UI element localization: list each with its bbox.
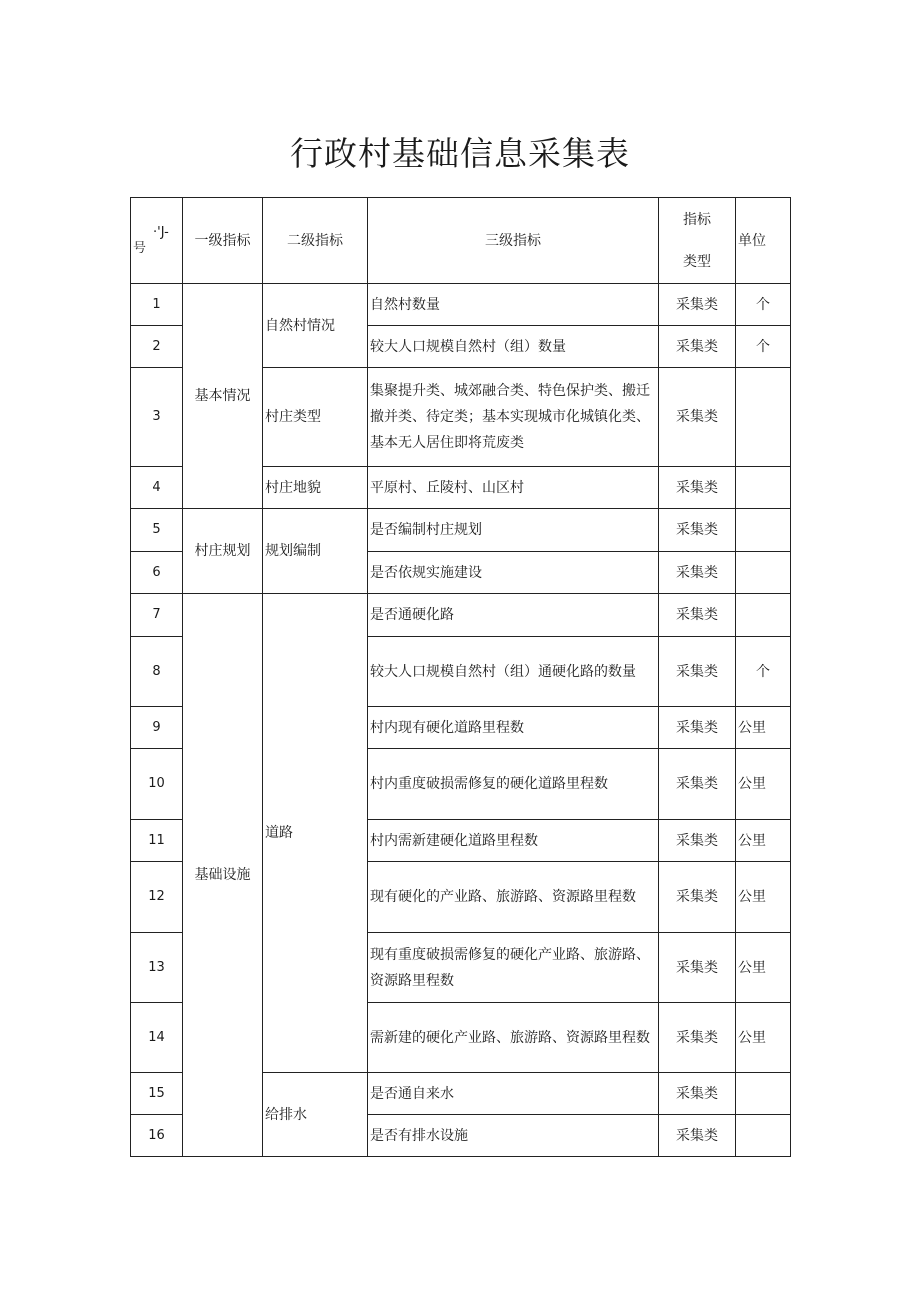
level3-cell: 是否通自来水 bbox=[368, 1073, 659, 1115]
unit-cell bbox=[736, 1073, 791, 1115]
level3-cell: 是否编制村庄规划 bbox=[368, 509, 659, 552]
table-row bbox=[131, 509, 791, 552]
type-cell: 采集类 bbox=[659, 933, 736, 1003]
unit-cell: 公里 bbox=[736, 933, 791, 1003]
level3-cell: 较大人口规模自然村（组）通硬化路的数量 bbox=[368, 637, 659, 707]
unit-cell: 个 bbox=[736, 637, 791, 707]
table-row bbox=[131, 284, 791, 326]
header-no: ·'J- 号 bbox=[131, 198, 183, 284]
header-level3: 三级指标 bbox=[368, 198, 659, 284]
row-number: 3 bbox=[131, 368, 183, 467]
unit-cell: 个 bbox=[736, 284, 791, 326]
type-cell: 采集类 bbox=[659, 637, 736, 707]
type-cell: 采集类 bbox=[659, 368, 736, 467]
type-cell: 采集类 bbox=[659, 467, 736, 509]
unit-cell bbox=[736, 1115, 791, 1157]
type-cell: 采集类 bbox=[659, 707, 736, 749]
unit-cell bbox=[736, 509, 791, 552]
row-number: 12 bbox=[131, 862, 183, 933]
header-level2: 二级指标 bbox=[263, 198, 368, 284]
level1-cell: 基础设施 bbox=[183, 594, 263, 1157]
type-cell: 采集类 bbox=[659, 820, 736, 862]
type-cell: 采集类 bbox=[659, 749, 736, 820]
type-cell: 采集类 bbox=[659, 1003, 736, 1073]
info-table bbox=[130, 197, 791, 1157]
row-number: 10 bbox=[131, 749, 183, 820]
level3-cell: 村内需新建硬化道路里程数 bbox=[368, 820, 659, 862]
level3-cell: 现有硬化的产业路、旅游路、资源路里程数 bbox=[368, 862, 659, 933]
level3-cell: 需新建的硬化产业路、旅游路、资源路里程数 bbox=[368, 1003, 659, 1073]
level3-cell: 较大人口规模自然村（组）数量 bbox=[368, 326, 659, 368]
unit-cell: 公里 bbox=[736, 749, 791, 820]
level3-cell: 是否依规实施建设 bbox=[368, 552, 659, 594]
header-type: 指标 类型 bbox=[659, 198, 736, 284]
unit-cell: 公里 bbox=[736, 862, 791, 933]
type-cell: 采集类 bbox=[659, 509, 736, 552]
header-row bbox=[131, 198, 791, 284]
unit-cell: 公里 bbox=[736, 1003, 791, 1073]
level3-cell: 村内重度破损需修复的硬化道路里程数 bbox=[368, 749, 659, 820]
level2-cell: 规划编制 bbox=[263, 509, 368, 594]
type-cell: 采集类 bbox=[659, 594, 736, 637]
type-cell: 采集类 bbox=[659, 1115, 736, 1157]
level3-cell: 集聚提升类、城郊融合类、特色保护类、搬迁撤并类、待定类；基本实现城市化城镇化类、基本无人居住即将荒废类 bbox=[368, 368, 659, 467]
unit-cell: 公里 bbox=[736, 707, 791, 749]
unit-cell bbox=[736, 368, 791, 467]
page-title: 行政村基础信息采集表 bbox=[290, 134, 630, 173]
level2-cell: 村庄地貌 bbox=[263, 467, 368, 509]
type-cell: 采集类 bbox=[659, 284, 736, 326]
type-cell: 采集类 bbox=[659, 552, 736, 594]
level2-cell: 村庄类型 bbox=[263, 368, 368, 467]
unit-cell: 个 bbox=[736, 326, 791, 368]
row-number: 8 bbox=[131, 637, 183, 707]
row-number: 1 bbox=[131, 284, 183, 326]
type-cell: 采集类 bbox=[659, 1073, 736, 1115]
unit-cell bbox=[736, 467, 791, 509]
type-cell: 采集类 bbox=[659, 862, 736, 933]
row-number: 16 bbox=[131, 1115, 183, 1157]
level3-cell: 现有重度破损需修复的硬化产业路、旅游路、资源路里程数 bbox=[368, 933, 659, 1003]
type-cell: 采集类 bbox=[659, 326, 736, 368]
row-number: 9 bbox=[131, 707, 183, 749]
row-number: 2 bbox=[131, 326, 183, 368]
row-number: 6 bbox=[131, 552, 183, 594]
row-number: 4 bbox=[131, 467, 183, 509]
unit-cell: 公里 bbox=[736, 820, 791, 862]
row-number: 15 bbox=[131, 1073, 183, 1115]
unit-cell bbox=[736, 594, 791, 637]
row-number: 7 bbox=[131, 594, 183, 637]
level3-cell: 是否通硬化路 bbox=[368, 594, 659, 637]
row-number: 13 bbox=[131, 933, 183, 1003]
level2-cell: 道路 bbox=[263, 594, 368, 1073]
header-level1: 一级指标 bbox=[183, 198, 263, 284]
header-unit: 单位 bbox=[736, 198, 791, 284]
level1-cell: 村庄规划 bbox=[183, 509, 263, 594]
level3-cell: 平原村、丘陵村、山区村 bbox=[368, 467, 659, 509]
level1-cell: 基本情况 bbox=[183, 284, 263, 509]
row-number: 5 bbox=[131, 509, 183, 552]
level2-cell: 给排水 bbox=[263, 1073, 368, 1157]
table-row bbox=[131, 594, 791, 637]
level3-cell: 自然村数量 bbox=[368, 284, 659, 326]
unit-cell bbox=[736, 552, 791, 594]
level2-cell: 自然村情况 bbox=[263, 284, 368, 368]
row-number: 14 bbox=[131, 1003, 183, 1073]
level3-cell: 是否有排水设施 bbox=[368, 1115, 659, 1157]
level3-cell: 村内现有硬化道路里程数 bbox=[368, 707, 659, 749]
row-number: 11 bbox=[131, 820, 183, 862]
